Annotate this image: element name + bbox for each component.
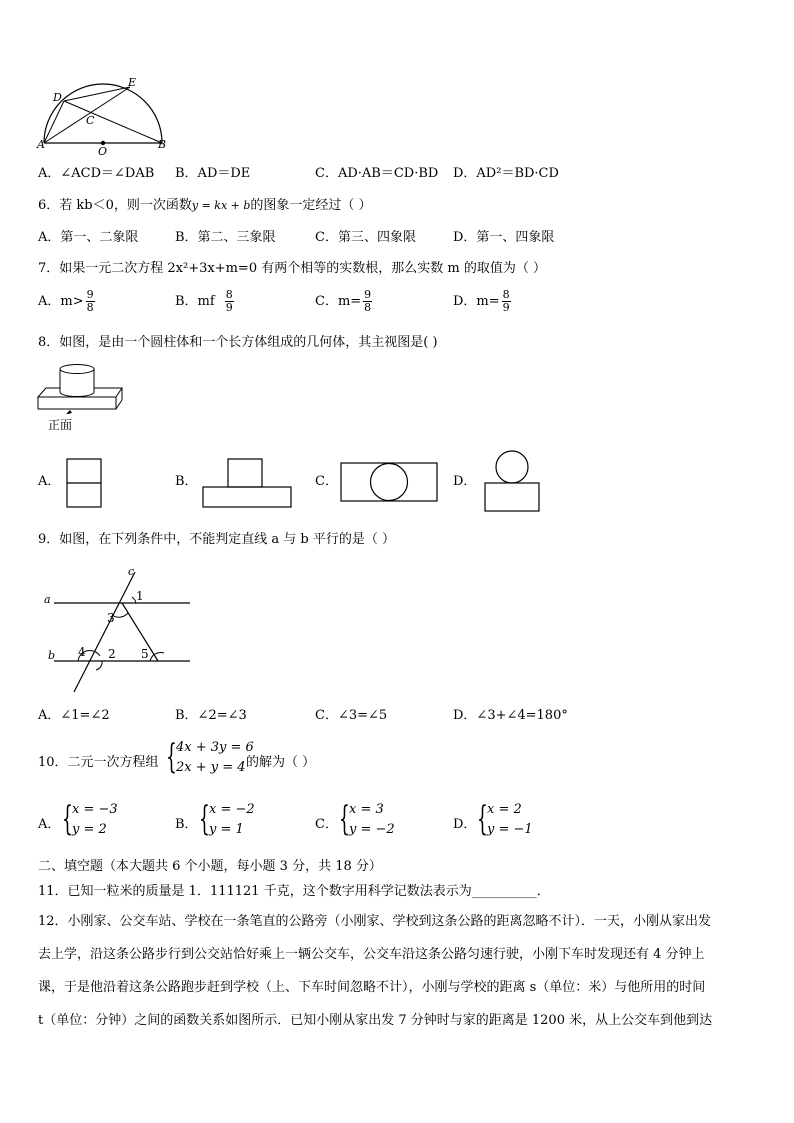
q12-line-2: 去上学，沿这条公路步行到公交站恰好乘上一辆公交车，公交车沿这条公路匀速行驶，小刚下车时发现还有 4 分钟上	[38, 947, 705, 962]
q10-option-b[interactable]	[199, 799, 269, 846]
q10-b-l2: y = 1	[209, 822, 244, 837]
q10-c-l2: y = −2	[349, 822, 395, 837]
q8-solid-figure	[36, 362, 131, 414]
q6-option-c[interactable]: C．第三、四象限	[315, 230, 416, 245]
q10-d-l2: y = −1	[487, 822, 533, 837]
q12-line-1: 12．小刚家、公交车站、学校在一条笔直的公路旁（小刚家、学校到这条公路的距离忽略不计）．一天，小刚从家出发	[38, 914, 712, 929]
q10-d-l1: x = 2	[487, 802, 522, 817]
q10-a-l2: y = 2	[72, 822, 107, 837]
q10-eq2: 2x + y = 4	[176, 760, 246, 775]
q7-option-a[interactable]	[38, 289, 95, 314]
label-b: b	[48, 649, 56, 662]
q10-option-d[interactable]	[477, 799, 547, 846]
label-C: C	[86, 114, 95, 127]
q7-a-den: 8	[86, 301, 94, 314]
q7-c-num: 9	[364, 288, 372, 301]
q6-option-b[interactable]: B．第二、三象限	[175, 230, 276, 245]
q10-stem-post: 的解为（ ）	[246, 755, 316, 770]
q7-d-label: D．m=	[453, 294, 500, 309]
q10-b-brace: {	[199, 799, 210, 839]
q10-stem-pre: 10．二元一次方程组	[38, 755, 159, 770]
q7-c-den: 8	[364, 301, 372, 314]
q6-option-a[interactable]: A．第一、二象限	[38, 230, 139, 245]
q10-c-brace: {	[339, 799, 350, 839]
label-B: B	[158, 138, 167, 151]
q12-line-4: t（单位：分钟）之间的函数关系如图所示．已知小刚从家出发 7 分钟时与家的距离是 1200 米，从上公交车到他到达	[38, 1013, 713, 1028]
q7-c-label: C．m=	[315, 294, 362, 309]
label-E: E	[128, 76, 137, 89]
q7-option-b[interactable]	[175, 289, 234, 314]
q7-d-den: 9	[502, 301, 510, 314]
label-2: 2	[108, 647, 116, 661]
section-2-title: 二、填空题（本大题共 6 个小题，每小题 3 分，共 18 分）	[38, 859, 382, 874]
q8-option-a[interactable]: A．	[38, 474, 61, 489]
q9-parallel-lines-figure	[40, 560, 200, 700]
q10-option-c-label[interactable]: C．	[315, 817, 338, 832]
q7-b-den: 9	[225, 301, 233, 314]
q8-option-c-figure[interactable]	[340, 462, 440, 504]
q8-option-b-figure[interactable]	[202, 458, 294, 510]
label-3: 3	[107, 611, 115, 625]
q8-stem: 8．如图，是由一个圆柱体和一个长方体组成的几何体，其主视图是( )	[38, 335, 438, 350]
q9-stem: 9．如图，在下列条件中，不能判定直线 a 与 b 平行的是（ ）	[38, 532, 396, 547]
label-O: O	[98, 145, 108, 156]
label-1: 1	[136, 589, 144, 603]
q7-option-d[interactable]	[453, 289, 511, 314]
q9-option-b[interactable]: B．∠2=∠3	[175, 708, 247, 723]
label-4: 4	[78, 645, 86, 659]
q10-option-a[interactable]	[62, 799, 132, 846]
q6-formula: y = kx + b	[191, 199, 251, 212]
q8-option-d[interactable]: D．	[453, 474, 477, 489]
q10-a-l1: x = −3	[72, 802, 118, 817]
q8-option-a-figure[interactable]	[66, 458, 106, 508]
q7-option-c[interactable]	[315, 289, 372, 314]
q10-option-d-label[interactable]: D．	[453, 817, 477, 832]
q5-option-a[interactable]: A．∠ACD＝∠DAB	[38, 166, 155, 181]
q10-c-l1: x = 3	[349, 802, 384, 817]
q7-a-label: A．m>	[38, 294, 84, 309]
q9-option-a[interactable]: A．∠1=∠2	[38, 708, 110, 723]
q8-option-d-figure[interactable]	[484, 450, 544, 514]
q10-brace: {	[166, 737, 177, 777]
label-5: 5	[141, 647, 149, 661]
q8-front-label: 正面	[48, 418, 73, 432]
label-A: A	[37, 138, 45, 151]
q10-b-l1: x = −2	[209, 802, 255, 817]
q11-text: 11．已知一粒米的质量是 1．111121 千克，这个数字用科学记数法表示为__________．	[38, 884, 550, 899]
label-D: D	[53, 91, 62, 104]
q9-option-d[interactable]: D．∠3+∠4=180°	[453, 708, 568, 723]
q7-b-label: B．mf	[175, 294, 215, 309]
q10-option-b-label[interactable]: B．	[175, 817, 198, 832]
q7-a-num: 9	[86, 288, 94, 301]
q12-line-3: 课，于是他沿着这条公路跑步赶到学校（上、下车时间忽略不计），小刚与学校的距离 s（单位：米）与他所用的时间	[38, 980, 706, 995]
q7-d-num: 8	[502, 288, 510, 301]
q8-option-b[interactable]: B．	[175, 474, 198, 489]
q5-option-b[interactable]: B．AD＝DE	[175, 166, 251, 181]
q6-stem-post: 的图象一定经过（ ）	[250, 198, 372, 213]
semicircle-figure	[34, 76, 174, 156]
q9-option-c[interactable]: C．∠3=∠5	[315, 708, 388, 723]
q5-option-d[interactable]: D．AD²＝BD·CD	[453, 166, 559, 181]
q10-option-c[interactable]	[339, 799, 409, 846]
q10-a-brace: {	[62, 799, 73, 839]
q10-eq1: 4x + 3y = 6	[176, 740, 254, 755]
q7-b-num: 8	[225, 288, 233, 301]
q6-stem	[38, 198, 372, 214]
q10-option-a-label[interactable]: A．	[38, 817, 61, 832]
q5-option-c[interactable]: C．AD·AB＝CD·BD	[315, 166, 439, 181]
q6-stem-pre: 6．若 kb＜0，则一次函数	[38, 198, 192, 213]
label-c: c	[128, 565, 135, 578]
q8-option-c[interactable]: C．	[315, 474, 338, 489]
q6-option-d[interactable]: D．第一、四象限	[453, 230, 555, 245]
q10-d-brace: {	[477, 799, 488, 839]
q10-system	[166, 737, 256, 784]
q7-stem: 7．如果一元二次方程 2x²+3x+m=0 有两个相等的实数根，那么实数 m 的取值为（ ）	[38, 261, 546, 276]
label-a: a	[44, 593, 51, 606]
